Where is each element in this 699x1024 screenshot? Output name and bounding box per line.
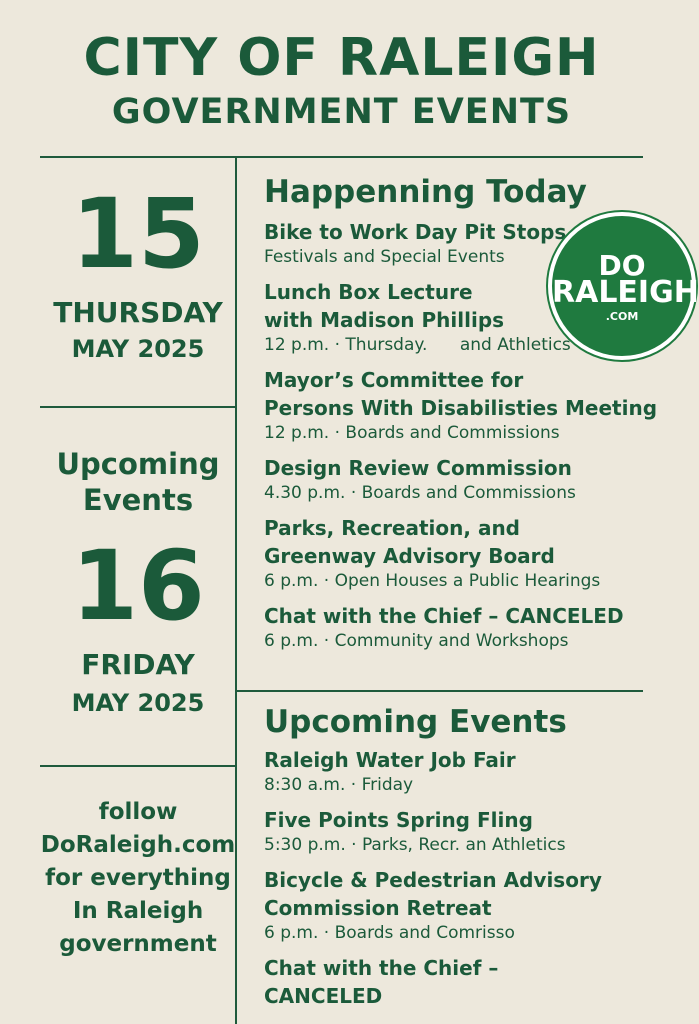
event-title: Bike to Work Day Pit Stops [264, 220, 567, 244]
event-item[interactable] [264, 746, 674, 796]
follow-line: government [59, 931, 217, 957]
event-title: Parks, Recreation, and [264, 516, 520, 540]
left-divider-1 [40, 406, 236, 408]
event-details: 6 p.m. · Boards and Comrisso [264, 923, 515, 943]
follow-note [40, 796, 236, 961]
event-item[interactable] [264, 514, 674, 592]
upcoming-section-title: Upcoming Events [264, 704, 567, 740]
event-item[interactable] [264, 454, 674, 504]
event-details: 6 p.m. · Community and Workshops [264, 631, 569, 651]
event-details: 6 p.m. · Open Houses a Public Hearings [264, 571, 601, 591]
event-item[interactable] [264, 954, 674, 1010]
event-item[interactable] [264, 366, 674, 444]
today-weekday: THURSDAY [53, 296, 223, 329]
event-title: Persons With Disabilisties Meeting [264, 396, 658, 420]
upcoming-label-line-1: Upcoming [56, 447, 220, 481]
event-title: Bicycle & Pedestrian Advisory [264, 868, 602, 892]
page-subtitle: GOVERNMENT EVENTS [111, 92, 572, 132]
today-day-number: 15 [71, 178, 205, 290]
next-month-year: MAY 2025 [71, 689, 205, 717]
event-title: with Madison Phillips [264, 308, 505, 332]
event-title: CANCELED [264, 984, 383, 1008]
event-title: Chat with the Chief – CANCELED [264, 604, 624, 628]
event-title: Design Review Commission [264, 456, 572, 480]
event-details: 5:30 p.m. · Parks, Recr. an Athletics [264, 835, 566, 855]
event-title: Five Points Spring Fling [264, 808, 533, 832]
follow-line: In Raleigh [72, 898, 204, 924]
event-item[interactable] [264, 866, 674, 944]
left-divider-2 [40, 765, 236, 767]
header-divider [40, 156, 643, 158]
badge-line-1: DO [598, 249, 646, 282]
next-day-number: 16 [71, 530, 205, 642]
event-title: Lunch Box Lecture [264, 280, 473, 304]
upcoming-events-section [264, 704, 674, 1020]
event-details: 8:30 a.m. · Friday [264, 775, 414, 795]
upcoming-label-line-2: Events [82, 483, 194, 517]
event-details: 4.30 p.m. · Boards and Commissions [264, 483, 576, 503]
event-item[interactable] [264, 806, 674, 856]
event-title: Mayor’s Committee for [264, 368, 524, 392]
event-title: Chat with the Chief – [264, 956, 499, 980]
follow-line: for everything [45, 865, 231, 891]
event-item[interactable] [264, 602, 674, 652]
right-divider [236, 690, 643, 692]
doraleigh-logo-badge[interactable] [548, 212, 699, 360]
today-section-title: Happenning Today [264, 174, 587, 210]
event-title: Raleigh Water Job Fair [264, 748, 516, 772]
upcoming-date-block [40, 446, 236, 717]
today-month-year: MAY 2025 [71, 335, 205, 363]
event-details: Festivals and Special Events [264, 247, 505, 267]
badge-line-3: .COM [605, 310, 639, 323]
follow-line-link[interactable]: DoRaleigh.com [40, 832, 236, 858]
event-title: Greenway Advisory Board [264, 544, 555, 568]
badge-line-2: RALEIGH [552, 275, 699, 310]
event-details: 12 p.m. · Thursday. and Athletics [264, 335, 571, 355]
today-date-block [40, 178, 236, 363]
event-details: 12 p.m. · Boards and Commissions [264, 423, 560, 443]
follow-line: follow [98, 799, 178, 825]
page-title: CITY OF RALEIGH [83, 28, 600, 88]
event-title: Commission Retreat [264, 896, 492, 920]
next-weekday: FRIDAY [81, 648, 195, 681]
